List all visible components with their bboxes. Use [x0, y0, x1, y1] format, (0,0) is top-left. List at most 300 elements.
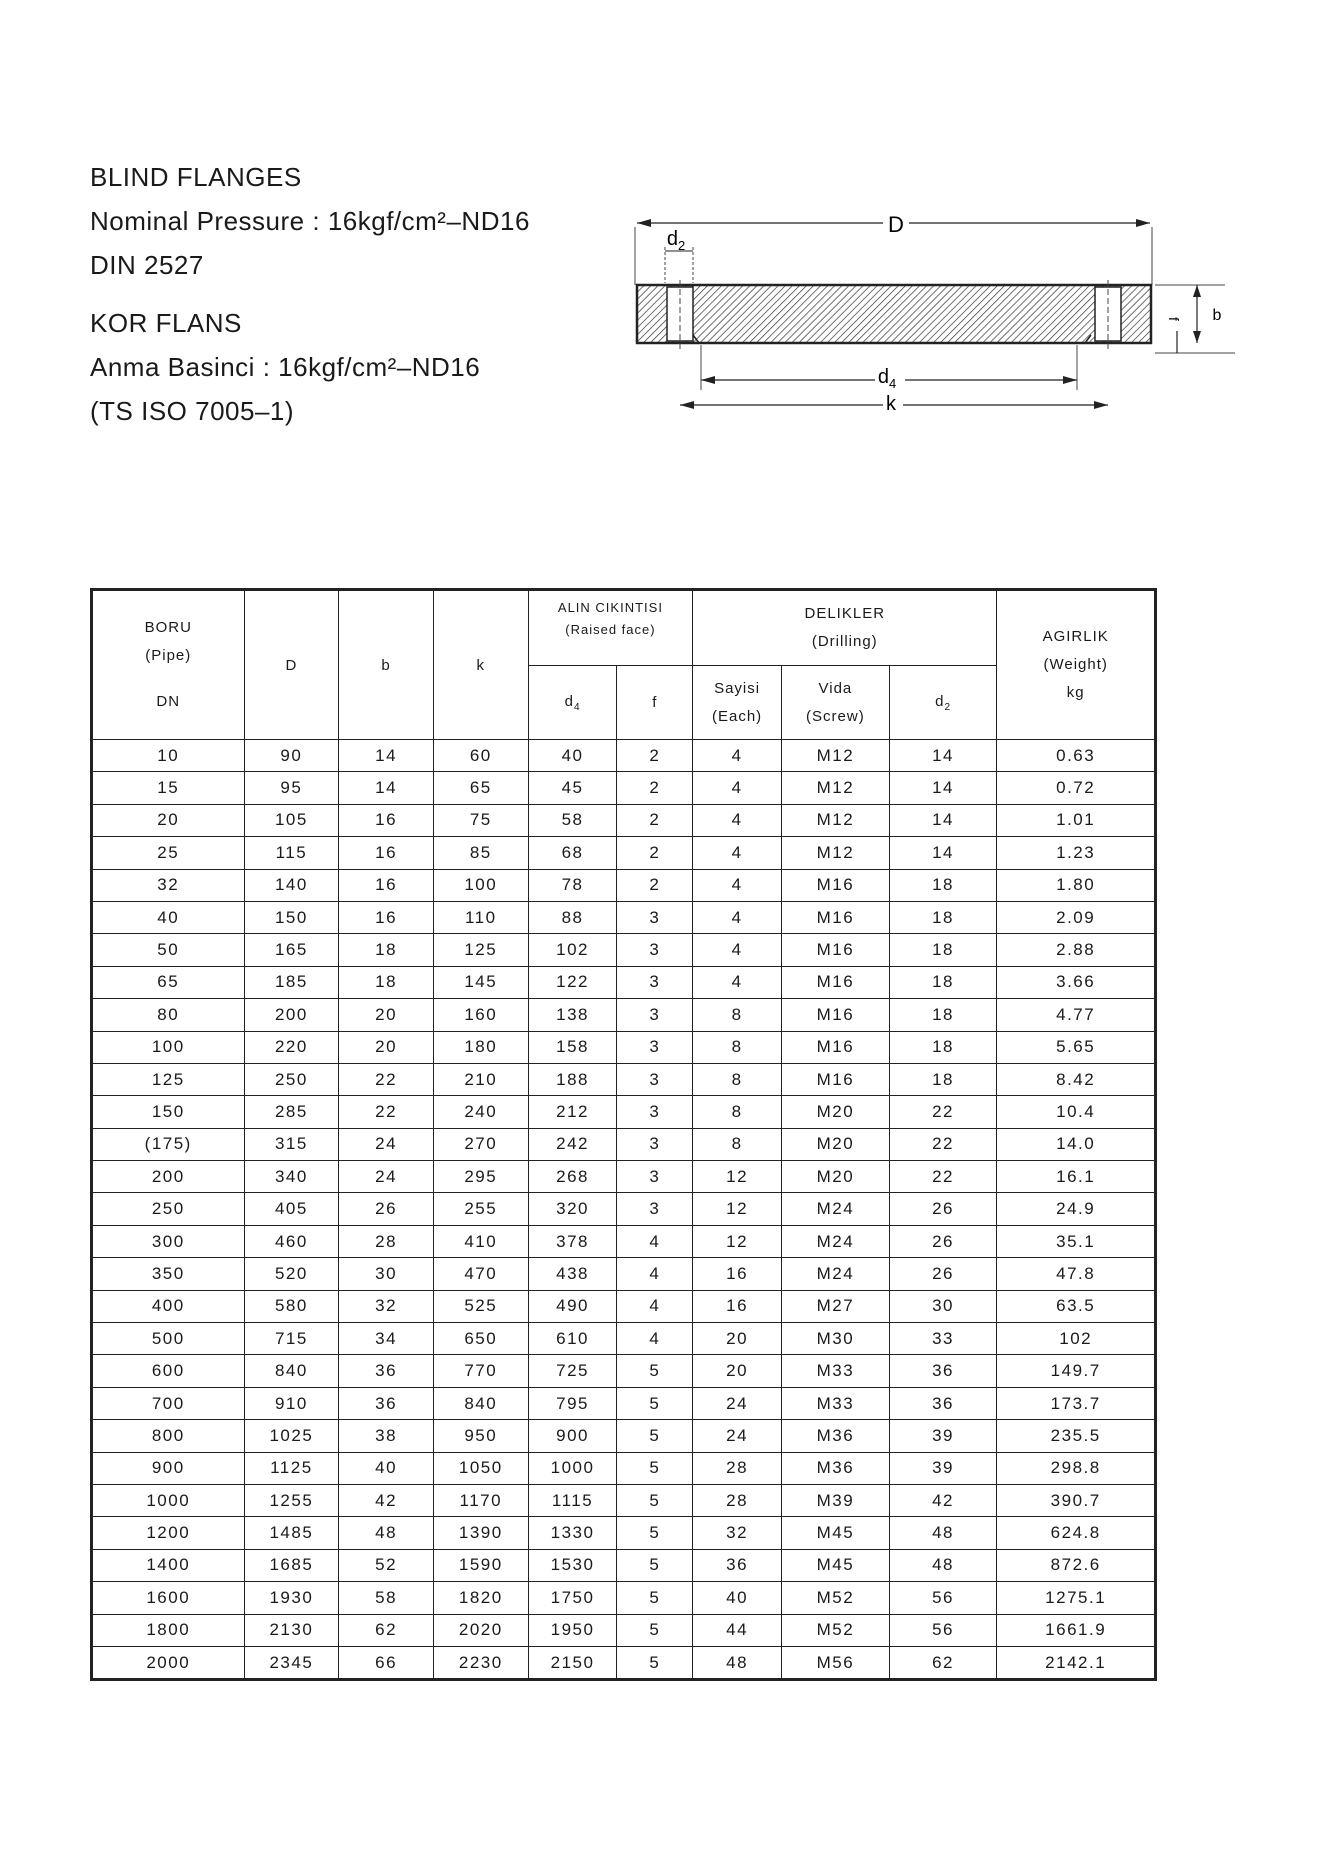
- cell-dn: 350: [92, 1258, 245, 1290]
- cell-d2: 36: [889, 1355, 997, 1387]
- cell-screw: M16: [782, 999, 890, 1031]
- cell-each: 24: [693, 1420, 782, 1452]
- cell-weight: 1.23: [997, 837, 1156, 869]
- cell-b: 28: [339, 1225, 434, 1257]
- cell-f: 5: [617, 1355, 693, 1387]
- table-row: [92, 772, 1156, 804]
- cell-k: 525: [433, 1290, 528, 1322]
- cell-each: 36: [693, 1549, 782, 1581]
- cell-b: 26: [339, 1193, 434, 1225]
- cell-d2: 14: [889, 772, 997, 804]
- cell-weight: 35.1: [997, 1225, 1156, 1257]
- cell-d2: 48: [889, 1549, 997, 1581]
- cell-d4: 242: [528, 1128, 617, 1160]
- cell-weight: 390.7: [997, 1484, 1156, 1516]
- cell-screw: M24: [782, 1258, 890, 1290]
- cell-D: 1125: [244, 1452, 339, 1484]
- cell-b: 36: [339, 1355, 434, 1387]
- cell-k: 770: [433, 1355, 528, 1387]
- col-weight-header: AGIRLIK (Weight) kg: [997, 590, 1156, 740]
- cell-screw: M24: [782, 1193, 890, 1225]
- cell-k: 125: [433, 934, 528, 966]
- cell-b: 22: [339, 1063, 434, 1095]
- cell-f: 3: [617, 999, 693, 1031]
- cell-weight: 2142.1: [997, 1646, 1156, 1679]
- cell-f: 5: [617, 1646, 693, 1679]
- cell-d2: 22: [889, 1096, 997, 1128]
- cell-k: 180: [433, 1031, 528, 1063]
- cell-weight: 5.65: [997, 1031, 1156, 1063]
- cell-weight: 14.0: [997, 1128, 1156, 1160]
- cell-f: 3: [617, 901, 693, 933]
- cell-D: 115: [244, 837, 339, 869]
- cell-b: 62: [339, 1614, 434, 1646]
- cell-D: 520: [244, 1258, 339, 1290]
- pressure-tr-value: : 16kgf/cm²–ND16: [262, 352, 481, 382]
- title-tr: KOR FLANS: [90, 308, 242, 338]
- cell-dn: 32: [92, 869, 245, 901]
- cell-d4: 1530: [528, 1549, 617, 1581]
- cell-d2: 42: [889, 1484, 997, 1516]
- table-row: [92, 1290, 1156, 1322]
- pressure-tr: [90, 345, 610, 389]
- cell-each: 4: [693, 869, 782, 901]
- cell-each: 8: [693, 1063, 782, 1095]
- cell-D: 1485: [244, 1517, 339, 1549]
- cell-d2: 18: [889, 999, 997, 1031]
- cell-b: 16: [339, 901, 434, 933]
- cell-f: 5: [617, 1614, 693, 1646]
- cell-D: 220: [244, 1031, 339, 1063]
- cell-dn: 900: [92, 1452, 245, 1484]
- cell-dn: 1000: [92, 1484, 245, 1516]
- cell-d4: 795: [528, 1387, 617, 1419]
- arrow-left-icon: [637, 219, 651, 227]
- cell-D: 165: [244, 934, 339, 966]
- cell-D: 200: [244, 999, 339, 1031]
- table-row: [92, 1258, 1156, 1290]
- cell-each: 8: [693, 1031, 782, 1063]
- cell-d4: 212: [528, 1096, 617, 1128]
- cell-d2: 18: [889, 901, 997, 933]
- col-dn-header: BORU (Pipe) DN: [92, 590, 245, 740]
- cell-d2: 36: [889, 1387, 997, 1419]
- cell-each: 4: [693, 966, 782, 998]
- cell-weight: 872.6: [997, 1549, 1156, 1581]
- pressure-en: [90, 199, 610, 243]
- cell-d2: 33: [889, 1323, 997, 1355]
- cell-b: 66: [339, 1646, 434, 1679]
- cell-weight: 0.63: [997, 740, 1156, 772]
- cell-d2: 18: [889, 869, 997, 901]
- cell-screw: M12: [782, 837, 890, 869]
- cell-f: 5: [617, 1387, 693, 1419]
- cell-d2: 22: [889, 1128, 997, 1160]
- cell-d2: 14: [889, 837, 997, 869]
- table-row: [92, 740, 1156, 772]
- cell-d4: 1000: [528, 1452, 617, 1484]
- table-row: [92, 966, 1156, 998]
- cell-d2: 22: [889, 1161, 997, 1193]
- label-f: f: [1166, 317, 1182, 321]
- cell-d4: 45: [528, 772, 617, 804]
- cell-D: 250: [244, 1063, 339, 1095]
- cell-screw: M16: [782, 1031, 890, 1063]
- cell-each: 16: [693, 1290, 782, 1322]
- cell-D: 1685: [244, 1549, 339, 1581]
- cell-f: 2: [617, 804, 693, 836]
- cell-d4: 438: [528, 1258, 617, 1290]
- cell-k: 470: [433, 1258, 528, 1290]
- cell-weight: 1275.1: [997, 1582, 1156, 1614]
- table-row: [92, 804, 1156, 836]
- label-d4: $d_4$: [877, 366, 897, 391]
- cell-d4: 1115: [528, 1484, 617, 1516]
- table-row: [92, 1128, 1156, 1160]
- cell-D: 910: [244, 1387, 339, 1419]
- cell-each: 32: [693, 1517, 782, 1549]
- cell-each: 4: [693, 804, 782, 836]
- cell-D: 2345: [244, 1646, 339, 1679]
- cell-f: 5: [617, 1420, 693, 1452]
- cell-weight: 63.5: [997, 1290, 1156, 1322]
- cell-b: 22: [339, 1096, 434, 1128]
- cell-f: 3: [617, 1161, 693, 1193]
- cell-b: 30: [339, 1258, 434, 1290]
- cell-dn: 1400: [92, 1549, 245, 1581]
- cell-f: 2: [617, 772, 693, 804]
- cell-weight: 24.9: [997, 1193, 1156, 1225]
- cell-weight: 10.4: [997, 1096, 1156, 1128]
- table-row: [92, 1387, 1156, 1419]
- cell-screw: M45: [782, 1517, 890, 1549]
- cell-screw: M52: [782, 1582, 890, 1614]
- cell-D: 2130: [244, 1614, 339, 1646]
- cell-D: 460: [244, 1225, 339, 1257]
- cell-k: 65: [433, 772, 528, 804]
- cell-screw: M12: [782, 772, 890, 804]
- cell-k: 270: [433, 1128, 528, 1160]
- cell-f: 3: [617, 934, 693, 966]
- cell-D: 715: [244, 1323, 339, 1355]
- col-each-header: Sayisi (Each): [693, 666, 782, 740]
- cell-d4: 1330: [528, 1517, 617, 1549]
- cell-d4: 900: [528, 1420, 617, 1452]
- table-row: [92, 999, 1156, 1031]
- table-row: [92, 1484, 1156, 1516]
- col-d2-header: $d_2$: [889, 666, 997, 740]
- cell-each: 8: [693, 999, 782, 1031]
- cell-d2: 48: [889, 1517, 997, 1549]
- cell-b: 40: [339, 1452, 434, 1484]
- cell-k: 1050: [433, 1452, 528, 1484]
- cell-weight: 2.09: [997, 901, 1156, 933]
- cell-d2: 30: [889, 1290, 997, 1322]
- cell-weight: 2.88: [997, 934, 1156, 966]
- table-row: [92, 837, 1156, 869]
- col-screw-header: Vida (Screw): [782, 666, 890, 740]
- cell-weight: 0.72: [997, 772, 1156, 804]
- cell-D: 90: [244, 740, 339, 772]
- cell-each: 16: [693, 1258, 782, 1290]
- cell-weight: 4.77: [997, 999, 1156, 1031]
- cell-f: 5: [617, 1582, 693, 1614]
- cell-k: 110: [433, 901, 528, 933]
- cell-dn: 700: [92, 1387, 245, 1419]
- cell-k: 840: [433, 1387, 528, 1419]
- cell-screw: M52: [782, 1614, 890, 1646]
- cell-D: 1255: [244, 1484, 339, 1516]
- cell-d2: 56: [889, 1614, 997, 1646]
- cell-screw: M24: [782, 1225, 890, 1257]
- cell-each: 28: [693, 1452, 782, 1484]
- cell-f: 5: [617, 1484, 693, 1516]
- cell-k: 2020: [433, 1614, 528, 1646]
- cell-weight: 1.80: [997, 869, 1156, 901]
- table-row: [92, 869, 1156, 901]
- cell-d2: 14: [889, 740, 997, 772]
- cell-dn: 25: [92, 837, 245, 869]
- cell-each: 8: [693, 1128, 782, 1160]
- cell-dn: 600: [92, 1355, 245, 1387]
- cell-d2: 26: [889, 1225, 997, 1257]
- table-row: [92, 1193, 1156, 1225]
- table-row: [92, 1646, 1156, 1679]
- cell-b: 24: [339, 1128, 434, 1160]
- cell-screw: M36: [782, 1452, 890, 1484]
- col-drilling-header: DELIKLER (Drilling): [693, 590, 997, 666]
- cell-b: 42: [339, 1484, 434, 1516]
- cell-each: 24: [693, 1387, 782, 1419]
- cell-k: 1820: [433, 1582, 528, 1614]
- flange-body: [637, 285, 1151, 343]
- cell-k: 1170: [433, 1484, 528, 1516]
- cell-weight: 1661.9: [997, 1614, 1156, 1646]
- table-row: [92, 1452, 1156, 1484]
- cell-dn: 80: [92, 999, 245, 1031]
- cell-each: 40: [693, 1582, 782, 1614]
- cell-b: 20: [339, 999, 434, 1031]
- cell-D: 285: [244, 1096, 339, 1128]
- cell-f: 5: [617, 1549, 693, 1581]
- cell-screw: M16: [782, 966, 890, 998]
- cell-f: 4: [617, 1323, 693, 1355]
- table-row: [92, 901, 1156, 933]
- cell-b: 16: [339, 837, 434, 869]
- cell-k: 100: [433, 869, 528, 901]
- cell-D: 105: [244, 804, 339, 836]
- cell-dn: 200: [92, 1161, 245, 1193]
- cell-dn: 400: [92, 1290, 245, 1322]
- table-row: [92, 1161, 1156, 1193]
- cell-d4: 138: [528, 999, 617, 1031]
- cell-d2: 39: [889, 1452, 997, 1484]
- cell-screw: M33: [782, 1387, 890, 1419]
- cell-b: 24: [339, 1161, 434, 1193]
- pressure-en-label: Nominal Pressure: [90, 206, 305, 236]
- table-row: [92, 1063, 1156, 1095]
- cell-weight: 8.42: [997, 1063, 1156, 1095]
- cell-d4: 268: [528, 1161, 617, 1193]
- cell-d2: 14: [889, 804, 997, 836]
- cell-d2: 26: [889, 1258, 997, 1290]
- standard-tr: (TS ISO 7005–1): [90, 396, 295, 426]
- cell-d2: 18: [889, 934, 997, 966]
- cell-dn: (175): [92, 1128, 245, 1160]
- cell-f: 5: [617, 1452, 693, 1484]
- cell-d4: 102: [528, 934, 617, 966]
- cell-D: 840: [244, 1355, 339, 1387]
- cell-screw: M16: [782, 869, 890, 901]
- cell-f: 3: [617, 1063, 693, 1095]
- cell-b: 48: [339, 1517, 434, 1549]
- cell-screw: M20: [782, 1128, 890, 1160]
- cell-dn: 500: [92, 1323, 245, 1355]
- cell-d4: 2150: [528, 1646, 617, 1679]
- cell-dn: 1200: [92, 1517, 245, 1549]
- cell-b: 58: [339, 1582, 434, 1614]
- cell-dn: 1800: [92, 1614, 245, 1646]
- label-k: k: [886, 393, 896, 415]
- table-row: [92, 1355, 1156, 1387]
- cell-D: 340: [244, 1161, 339, 1193]
- cell-k: 60: [433, 740, 528, 772]
- cell-each: 44: [693, 1614, 782, 1646]
- cell-dn: 300: [92, 1225, 245, 1257]
- cell-d4: 188: [528, 1063, 617, 1095]
- pressure-en-value: : 16kgf/cm²–ND16: [312, 206, 530, 236]
- cell-d2: 56: [889, 1582, 997, 1614]
- cell-d4: 122: [528, 966, 617, 998]
- cell-screw: M33: [782, 1355, 890, 1387]
- cell-weight: 149.7: [997, 1355, 1156, 1387]
- cell-d4: 1950: [528, 1614, 617, 1646]
- cell-f: 2: [617, 837, 693, 869]
- title-en: BLIND FLANGES: [90, 162, 302, 192]
- cell-weight: 3.66: [997, 966, 1156, 998]
- cell-D: 580: [244, 1290, 339, 1322]
- cell-b: 52: [339, 1549, 434, 1581]
- cell-each: 4: [693, 934, 782, 966]
- table-row: [92, 1323, 1156, 1355]
- cell-d2: 39: [889, 1420, 997, 1452]
- cell-k: 145: [433, 966, 528, 998]
- cell-D: 1025: [244, 1420, 339, 1452]
- table-row: [92, 1031, 1156, 1063]
- cell-weight: 102: [997, 1323, 1156, 1355]
- cell-d2: 26: [889, 1193, 997, 1225]
- cell-each: 12: [693, 1161, 782, 1193]
- cell-screw: M30: [782, 1323, 890, 1355]
- cell-k: 410: [433, 1225, 528, 1257]
- cell-k: 160: [433, 999, 528, 1031]
- cell-k: 950: [433, 1420, 528, 1452]
- cell-b: 14: [339, 772, 434, 804]
- table-row: [92, 934, 1156, 966]
- cell-dn: 20: [92, 804, 245, 836]
- table-row: [92, 1549, 1156, 1581]
- cell-dn: 15: [92, 772, 245, 804]
- cell-b: 18: [339, 966, 434, 998]
- cell-b: 34: [339, 1323, 434, 1355]
- cell-k: 75: [433, 804, 528, 836]
- cell-weight: 173.7: [997, 1387, 1156, 1419]
- table-body: [92, 740, 1156, 1680]
- cell-dn: 40: [92, 901, 245, 933]
- flange-diagram: [625, 205, 1245, 425]
- document-header: [90, 155, 610, 433]
- cell-f: 5: [617, 1517, 693, 1549]
- pressure-tr-label: Anma Basinci: [90, 352, 255, 382]
- cell-f: 4: [617, 1290, 693, 1322]
- cell-d4: 68: [528, 837, 617, 869]
- cell-each: 20: [693, 1355, 782, 1387]
- cell-d4: 320: [528, 1193, 617, 1225]
- label-D: D: [888, 212, 904, 237]
- cell-D: 150: [244, 901, 339, 933]
- cell-screw: M20: [782, 1161, 890, 1193]
- cell-D: 185: [244, 966, 339, 998]
- cell-f: 3: [617, 1096, 693, 1128]
- cell-f: 3: [617, 1193, 693, 1225]
- cell-f: 2: [617, 740, 693, 772]
- cell-D: 95: [244, 772, 339, 804]
- cell-d4: 1750: [528, 1582, 617, 1614]
- cell-weight: 624.8: [997, 1517, 1156, 1549]
- cell-d4: 378: [528, 1225, 617, 1257]
- cell-b: 16: [339, 804, 434, 836]
- cell-d2: 18: [889, 1031, 997, 1063]
- cell-b: 36: [339, 1387, 434, 1419]
- col-D-header: D: [244, 590, 339, 740]
- cell-f: 3: [617, 1128, 693, 1160]
- cell-D: 140: [244, 869, 339, 901]
- spec-table: [90, 588, 1157, 1681]
- cell-D: 1930: [244, 1582, 339, 1614]
- cell-k: 1590: [433, 1549, 528, 1581]
- cell-k: 295: [433, 1161, 528, 1193]
- table-row: [92, 1420, 1156, 1452]
- cell-f: 4: [617, 1225, 693, 1257]
- table-row: [92, 1614, 1156, 1646]
- cell-weight: 235.5: [997, 1420, 1156, 1452]
- cell-f: 3: [617, 1031, 693, 1063]
- table-header: [92, 590, 1156, 740]
- cell-b: 16: [339, 869, 434, 901]
- cell-weight: 47.8: [997, 1258, 1156, 1290]
- cell-b: 14: [339, 740, 434, 772]
- col-d4-header: $d_4$: [528, 666, 617, 740]
- cell-dn: 800: [92, 1420, 245, 1452]
- cell-d4: 58: [528, 804, 617, 836]
- cell-k: 1390: [433, 1517, 528, 1549]
- cell-b: 18: [339, 934, 434, 966]
- col-b-header: b: [339, 590, 434, 740]
- cell-d4: 490: [528, 1290, 617, 1322]
- cell-each: 4: [693, 772, 782, 804]
- cell-d4: 78: [528, 869, 617, 901]
- cell-each: 28: [693, 1484, 782, 1516]
- cell-screw: M45: [782, 1549, 890, 1581]
- cell-d4: 610: [528, 1323, 617, 1355]
- cell-screw: M12: [782, 740, 890, 772]
- arrow-right-icon: [1136, 219, 1150, 227]
- cell-each: 48: [693, 1646, 782, 1679]
- cell-screw: M36: [782, 1420, 890, 1452]
- label-d2: $d_2$: [666, 228, 686, 253]
- table-row: [92, 1225, 1156, 1257]
- cell-screw: M12: [782, 804, 890, 836]
